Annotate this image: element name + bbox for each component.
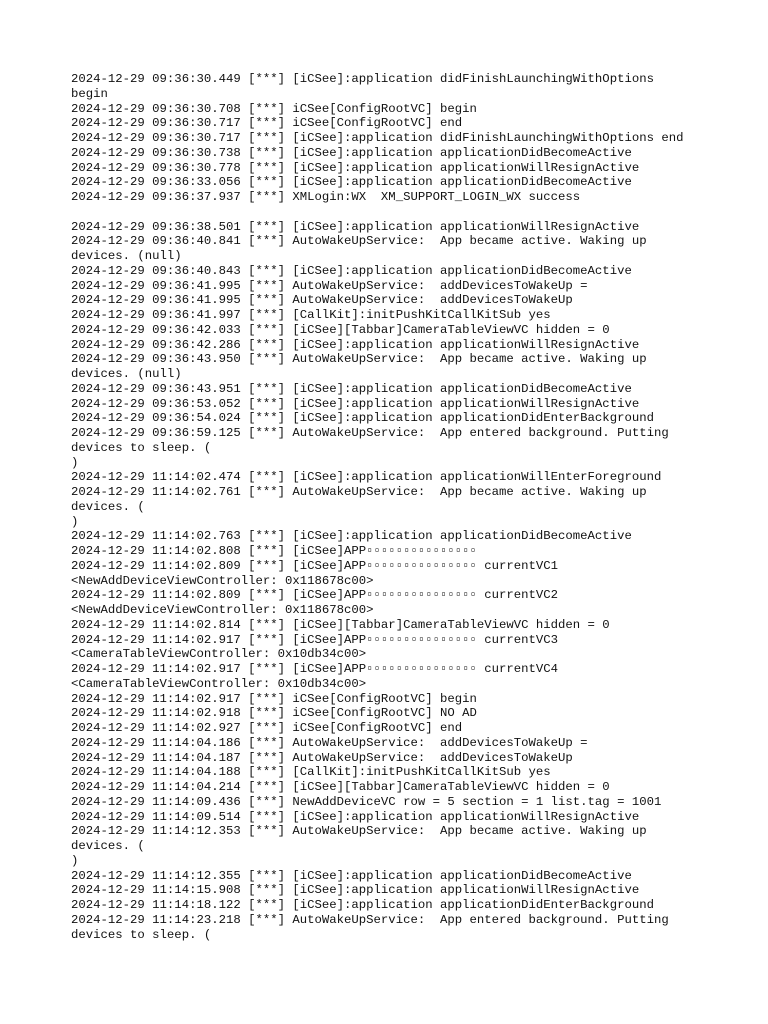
log-line: 2024-12-29 11:14:23.218 [***] AutoWakeUpService: App entered background. Putting bbox=[71, 912, 669, 927]
log-line: 2024-12-29 09:36:37.937 [***] XMLogin:WX XM_SUPPORT_LOGIN_WX success bbox=[71, 190, 581, 204]
log-line: 2024-12-29 11:14:15.908 [***] [iCSee]:application applicationWillResignActive bbox=[71, 883, 640, 898]
log-line: 2024-12-29 09:36:53.052 [***] [iCSee]:application applicationWillResignActive bbox=[71, 396, 640, 411]
log-line: 2024-12-29 09:36:38.501 [***] [iCSee]:application applicationWillResignActive bbox=[71, 219, 640, 234]
log-line: 2024-12-29 09:36:30.717 [***] [iCSee]:application didFinishLaunchingWithOptions end bbox=[71, 131, 684, 145]
log-line: 2024-12-29 11:14:02.927 [***] iCSee[ConfigRootVC] end bbox=[71, 721, 463, 735]
log-line: ) bbox=[71, 514, 79, 529]
log-line: devices. (null) bbox=[71, 249, 182, 263]
log-line: ) bbox=[71, 455, 79, 470]
log-line bbox=[71, 205, 751, 220]
log-line: 2024-12-29 11:14:02.809 [***] [iCSee]APP▫▫▫▫▫▫▫▫▫▫▫▫▫▫▫ currentVC1 bbox=[71, 558, 559, 573]
log-line: 2024-12-29 09:36:40.843 [***] [iCSee]:application applicationDidBecomeActive bbox=[71, 263, 632, 278]
log-line: devices to sleep. ( bbox=[71, 440, 212, 455]
log-line: 2024-12-29 11:14:02.808 [***] [iCSee]APP▫▫▫▫▫▫▫▫▫▫▫▫▫▫▫ bbox=[71, 544, 477, 558]
log-line: 2024-12-29 09:36:42.286 [***] [iCSee]:application applicationWillResignActive bbox=[71, 337, 640, 352]
log-line: 2024-12-29 11:14:02.814 [***] [iCSee][Tabbar]CameraTableViewVC hidden = 0 bbox=[71, 617, 610, 632]
log-line: <CameraTableViewController: 0x10db34c00> bbox=[71, 647, 367, 662]
log-line: 2024-12-29 11:14:09.436 [***] NewAddDeviceVC row = 5 section = 1 list.tag = 1001 bbox=[71, 794, 662, 809]
log-line: 2024-12-29 09:36:33.056 [***] [iCSee]:application applicationDidBecomeActive bbox=[71, 175, 632, 190]
log-line: 2024-12-29 09:36:59.125 [***] AutoWakeUpService: App entered background. Putting bbox=[71, 426, 669, 440]
log-line: 2024-12-29 11:14:02.917 [***] iCSee[ConfigRootVC] begin bbox=[71, 691, 477, 706]
log-line: devices to sleep. ( bbox=[71, 927, 212, 942]
log-line: 2024-12-29 09:36:43.950 [***] AutoWakeUpService: App became active. Waking up bbox=[71, 352, 647, 367]
log-line: 2024-12-29 11:14:02.761 [***] AutoWakeUpService: App became active. Waking up bbox=[71, 485, 647, 499]
log-line: 2024-12-29 11:14:04.214 [***] [iCSee][Tabbar]CameraTableViewVC hidden = 0 bbox=[71, 780, 610, 794]
log-line: 2024-12-29 11:14:02.763 [***] [iCSee]:application applicationDidBecomeActive bbox=[71, 529, 632, 544]
log-line: 2024-12-29 09:36:41.995 [***] AutoWakeUpService: addDevicesToWakeUp = bbox=[71, 278, 588, 293]
log-line: 2024-12-29 11:14:02.809 [***] [iCSee]APP▫▫▫▫▫▫▫▫▫▫▫▫▫▫▫ currentVC2 bbox=[71, 588, 559, 603]
log-line: 2024-12-29 11:14:12.353 [***] AutoWakeUpService: App became active. Waking up bbox=[71, 824, 647, 839]
log-line: <NewAddDeviceViewController: 0x118678c00> bbox=[71, 573, 374, 588]
log-document bbox=[71, 72, 751, 942]
log-line: 2024-12-29 11:14:04.186 [***] AutoWakeUpService: addDevicesToWakeUp = bbox=[71, 735, 588, 750]
log-line: 2024-12-29 09:36:30.778 [***] [iCSee]:application applicationWillResignActive bbox=[71, 160, 640, 175]
log-line: 2024-12-29 11:14:09.514 [***] [iCSee]:application applicationWillResignActive bbox=[71, 809, 640, 824]
log-line: <NewAddDeviceViewController: 0x118678c00> bbox=[71, 603, 374, 617]
log-line: 2024-12-29 09:36:30.708 [***] iCSee[ConfigRootVC] begin bbox=[71, 101, 477, 116]
log-line: 2024-12-29 09:36:43.951 [***] [iCSee]:application applicationDidBecomeActive bbox=[71, 381, 632, 396]
log-line: 2024-12-29 09:36:30.738 [***] [iCSee]:application applicationDidBecomeActive bbox=[71, 145, 632, 160]
log-line: 2024-12-29 11:14:02.917 [***] [iCSee]APP▫▫▫▫▫▫▫▫▫▫▫▫▫▫▫ currentVC4 bbox=[71, 662, 559, 676]
log-line: 2024-12-29 09:36:54.024 [***] [iCSee]:application applicationDidEnterBackground bbox=[71, 411, 654, 426]
log-line: 2024-12-29 11:14:12.355 [***] [iCSee]:application applicationDidBecomeActive bbox=[71, 868, 632, 883]
log-line: 2024-12-29 09:36:42.033 [***] [iCSee][Tabbar]CameraTableViewVC hidden = 0 bbox=[71, 322, 610, 337]
log-line: 2024-12-29 11:14:04.187 [***] AutoWakeUpService: addDevicesToWakeUp bbox=[71, 750, 573, 765]
log-line: 2024-12-29 09:36:41.997 [***] [CallKit]:initPushKitCallKitSub yes bbox=[71, 308, 551, 322]
log-line: 2024-12-29 09:36:30.449 [***] [iCSee]:application didFinishLaunchingWithOptions bbox=[71, 72, 654, 86]
log-line: devices. ( bbox=[71, 839, 145, 853]
log-line: 2024-12-29 09:36:41.995 [***] AutoWakeUpService: addDevicesToWakeUp bbox=[71, 293, 573, 308]
log-line: begin bbox=[71, 86, 108, 101]
log-line: 2024-12-29 11:14:02.474 [***] [iCSee]:application applicationWillEnterForeground bbox=[71, 470, 662, 485]
log-line: 2024-12-29 11:14:18.122 [***] [iCSee]:application applicationDidEnterBackground bbox=[71, 898, 654, 912]
log-line: 2024-12-29 11:14:04.188 [***] [CallKit]:initPushKitCallKitSub yes bbox=[71, 765, 551, 780]
log-line: devices. (null) bbox=[71, 367, 182, 381]
log-line: 2024-12-29 09:36:40.841 [***] AutoWakeUpService: App became active. Waking up bbox=[71, 234, 647, 249]
log-line: 2024-12-29 11:14:02.917 [***] [iCSee]APP▫▫▫▫▫▫▫▫▫▫▫▫▫▫▫ currentVC3 bbox=[71, 632, 559, 647]
log-line: devices. ( bbox=[71, 499, 145, 514]
log-line: ) bbox=[71, 853, 79, 868]
log-line: <CameraTableViewController: 0x10db34c00> bbox=[71, 676, 367, 691]
log-line: 2024-12-29 11:14:02.918 [***] iCSee[ConfigRootVC] NO AD bbox=[71, 706, 477, 721]
log-line: 2024-12-29 09:36:30.717 [***] iCSee[ConfigRootVC] end bbox=[71, 116, 463, 131]
